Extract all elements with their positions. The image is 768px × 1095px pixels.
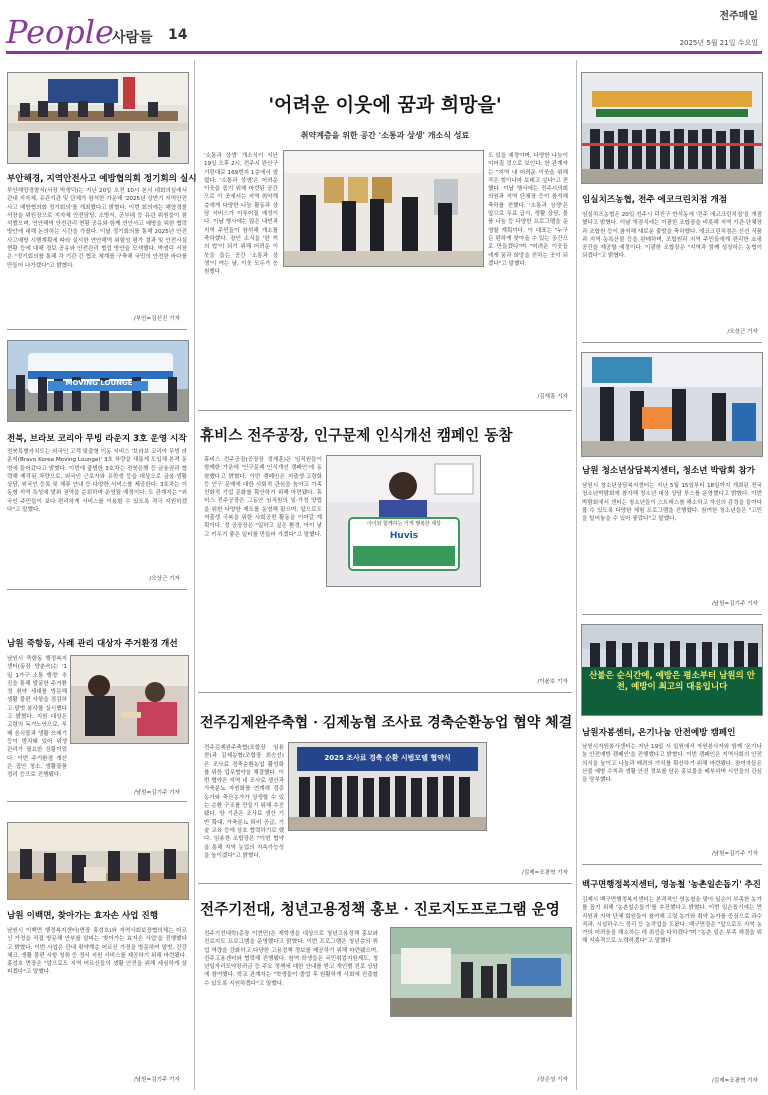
story-body-continued bbox=[390, 1020, 570, 1072]
story-byline: /남원=김기주 기자 bbox=[711, 601, 758, 607]
story-body-continued bbox=[489, 744, 571, 876]
story-body-right: 도 있을 예정이며, 다양한 나눔이 이어질 것으로 보인다. 한 관계자는 "지역 내 어려운 이웃을 위해 작은 힘이나마 보태고 싶다"고 전했다. 이날 행사에는 전주시의회 의원과 지역 단체장 등이 참석해 축하를 전했다. '소통과 상생'은 앞으로 무료 급식, 생활 상담, 물품 나눔 등 다양한 프로그램을 운영할 계획이다. 이 대표는 "누구든 편하게 찾아올 수 있는 공간으로 만들겠다"며 "어려운 이웃들에게 꿈과 희망을 전하는 곳이 되겠다"고 말했다. bbox=[488, 153, 568, 267]
campaign-banner: 산불은 순식간에, 예방은 평소부터 남원의 안전, 예방이 최고의 대응입니다 bbox=[589, 671, 755, 692]
section-title-en: People bbox=[6, 13, 114, 51]
story-title: 남원 청소년상담복지센터, 청소년 박람회 참가 bbox=[582, 466, 755, 476]
photo-safety-campaign bbox=[581, 624, 763, 716]
story-body: 남원시 청소년상담복지센터는 지난 5월 15일부터 18일까지 개최된 전국청소년박람회에 참가해 청소년 대상 상담 부스를 운영했다고 밝혔다. 이번 박람회에서 센터는 청소년들이 스트레스를 해소하고 자신의 감정을 들여다볼 수 있도록 다양한 체험 프로그램을 진행했다. 참여한 청소년들은 "고민을 털어놓을 수 있어 좋았다"고 말했다. bbox=[582, 483, 762, 523]
paper-name: 전주매일 bbox=[719, 11, 758, 22]
story-title: 남원 이백면, 찾아가는 효자손 사업 진행 bbox=[7, 911, 159, 921]
story-headline: 휴비스 전주공장, 인구문제 인식개선 캠페인 동참 bbox=[200, 427, 513, 444]
story-divider bbox=[7, 801, 187, 802]
story-divider bbox=[198, 692, 572, 693]
story-byline: /부안=김선진 기자 bbox=[133, 316, 180, 322]
story-headline: 전주기전대, 청년고용정책 홍보 · 진로지도프로그램 운영 bbox=[200, 901, 560, 918]
photo-elderly-visit bbox=[7, 822, 189, 900]
header-rule bbox=[6, 51, 762, 54]
photo-huvis-campaign bbox=[326, 455, 481, 587]
photo-store-opening bbox=[581, 72, 763, 184]
story-body: 남원시자원봉사센터는 지난 19일 시 일원에서 자원봉사자와 함께 '온기나눔 안전예방 캠페인'을 진행했다고 밝혔다. 이번 캠페인은 지역사회의 안전의식을 높이고 나눔과 배려의 가치를 확산하기 위해 마련됐다. 참여자들은 산불 예방 수칙과 생활 안전 정보를 담은 홍보물을 배부하며 시민들의 관심을 당부했다. bbox=[582, 744, 762, 784]
story-body: 전주기전대학(총장 이현민)은 재학생을 대상으로 청년고용정책 홍보와 진로지도 프로그램을 운영했다고 밝혔다. 이번 프로그램은 청년층의 취업 역량을 강화하고 다양한 고용정책 정보를 제공하기 위해 마련됐으며, 전주고용센터와 협력해 진행됐다. 참여 학생들은 국민취업지원제도, 청년일자리도약장려금 등 주요 정책에 대한 안내를 받고 개인별 진로 상담에 참여했다. 학교 관계자는 "학생들이 졸업 후 원활하게 사회에 진출할 수 있도록 지원하겠다"고 말했다. bbox=[204, 931, 378, 987]
column-divider bbox=[194, 60, 195, 1090]
sign-text: 아이와 함께하는 가게 행복한 세상 bbox=[367, 521, 441, 527]
brand-logo: Huvis bbox=[389, 531, 419, 541]
section-title-ko: 사람들 bbox=[112, 30, 153, 46]
story-divider bbox=[7, 589, 187, 590]
story-byline: /장은성 기자 bbox=[537, 1077, 568, 1083]
story-byline: /김제=조광혁 기자 bbox=[711, 1078, 758, 1084]
story-divider bbox=[582, 614, 762, 615]
story-title: 전북, 브라보 코리아 무빙 라운지 3호 운영 시작 bbox=[7, 434, 187, 444]
story-title: 임실치즈농협, 전주 에코크린치점 개점 bbox=[582, 195, 728, 205]
page-header bbox=[0, 0, 768, 58]
story-title: 백구면행정복지센터, 영농철 '농촌일손돕기' 추진 bbox=[582, 879, 761, 889]
page-number: 14 bbox=[168, 27, 188, 43]
story-title: 남원 죽항동, 사례 관리 대상자 주거환경 개선 bbox=[7, 639, 178, 649]
story-body: 김제시 백구면행정복지센터는 본격적인 영농철을 맞아 일손이 부족한 농가를 돕기 위해 '농촌일손돕기'를 추진했다고 밝혔다. 이번 일손돕기에는 면 직원과 지역 단체 회원들이 참여해 고령 농가와 취약 농가를 중심으로 과수 적과, 시설하우스 정리 등 농작업을 도왔다. 백구면장은 "앞으로도 지역 농가의 어려움을 해소하는 데 최선을 다하겠다"며 "농촌 일손 부족 해결을 위해 지속적으로 노력하겠다"고 말했다. bbox=[582, 897, 762, 945]
story-byline: /이윤호 기자 bbox=[537, 679, 568, 685]
story-byline: /남원=김기주 기자 bbox=[133, 1077, 180, 1083]
photo-welfare-visit bbox=[70, 655, 189, 744]
photo-opening-ceremony bbox=[283, 150, 484, 267]
story-divider bbox=[582, 864, 762, 865]
story-divider bbox=[582, 342, 762, 343]
story-byline: /남원=김기주 기자 bbox=[133, 790, 180, 796]
story-body: 휴비스 전주공장(공장장 정재훈)은 임직원들이 함께한 가운데 '인구문제 인식개선 캠페인'에 동참했다고 밝혔다. 이번 캠페인은 저출생·고령화 등 인구 문제에 대한 사회적 관심을 높이고 가족친화적 기업 문화를 확산하기 위해 마련됐다. 휴비스 전주공장은 그동안 임직원의 일·가정 양립을 위한 다양한 제도를 운영해 왔으며, 앞으로도 저출생 극복을 위한 사회공헌 활동을 이어갈 계획이다. 정 공장장은 "일하고 싶은 환경, 아이 낳고 키우기 좋은 일터를 만들어 가겠다"고 말했다. bbox=[204, 457, 322, 538]
story-divider bbox=[198, 410, 572, 411]
column-divider bbox=[576, 60, 577, 1090]
story-body: 전주김제완주축협(조합장 임용찬)과 김제농협(조합장 최승선)은 조사료 경축순환농업 활성화를 위한 업무협약을 체결했다. 이번 협약은 지역 내 조사료 생산과 가축분뇨 자원화를 연계해 경종농가와 축산농가가 상생할 수 있는 순환 구조를 만들기 위해 추진됐다. 양 기관은 조사료 생산 기반 확대, 가축분뇨 퇴비 공급, 기술 교육 등에 상호 협력하기로 했다. 임용찬 조합장은 "이번 협약을 통해 지역 농업의 지속가능성을 높이겠다"고 밝혔다. bbox=[204, 745, 284, 859]
photo-mou-signing bbox=[288, 742, 487, 831]
photo-moving-lounge bbox=[7, 340, 189, 422]
story-body: 전북특별자치도는 외국인 고객 맞춤형 이동 서비스 '브라보 코리아 무빙 라운지(Bravo Korea Moving Lounge)' 3호 차량을 새롭게 도입해 본격 운영에 들어갔다고 밝혔다. 이번에 출범한 3호차는 전북은행 등 금융권과 협력해 제작된 차량으로, 외국인 근로자와 유학생 등을 대상으로 금융·생활 상담, 외국인 등록 및 체류 안내 등 다양한 서비스를 제공한다. 3호차는 이동형 지역 특성에 맞춰 권역을 순회하며 운영될 예정이다. 도 관계자는 "외국인 주민들이 보다 편리하게 서비스를 이용할 수 있도록 적극 지원하겠다"고 말했다. bbox=[7, 449, 187, 514]
story-byline: /오상근 기자 bbox=[149, 576, 180, 582]
story-body-left: '소통과 상생' 개소식이 지난 19일 오후 2시, 전주시 완산구 기린대로 169번지 1층에서 열렸다. '소통과 상생'은 어려운 이웃을 돕기 위해 마련된 공간으로 이 곳에서는 지역 취약계층에게 다양한 나눔 활동과 상담 서비스가 이루어질 예정이다. 이날 행사에는 많은 내빈과 지역 주민들이 참석해 개소를 축하했다. 장인 소식을 '한 끼의 밥'이 되기 위해 어려운 이웃을 돕는 공간 '소통과 상생'이 여는 날, 이웃 모두가 응원했다. bbox=[204, 153, 278, 276]
story-body: 부안해양경찰서(서장 박생덕)는 지난 20일 오전 10시 본서 대회의실에서 관내 지자체, 유관기관 및 단체가 참석한 가운데 '2025년 상반기 지역안전사고 예방협의회 정기회의'를 개최했다고 밝혔다. 이번 회의에는 해양경찰서장을 위원장으로 지자체 안전담당, 소방서, 군부대 등 유관 위원들이 참석했으며, 연안해역 안전관리 현황 공유와 함께 연안사고 예방을 위한 협력 방안에 대해 논의하는 시간을 가졌다. 이날 정기회의를 통해 2025년 안전사고예방 시행계획에 따라 실시한 연안해역 위험성 평가 결과 및 안전시설 현황 등에 대해 정보 공유와 안전관리 협업 방안을 모색했다. 박생덕 서장은 "정기회의를 통해 각 기관 간 협조 체계를 구축해 국민의 안전한 바다를 만들어 나가겠다"고 밝혔다. bbox=[7, 188, 187, 269]
story-byline: /오상근 기자 bbox=[727, 329, 758, 335]
story-divider bbox=[198, 883, 572, 884]
issue-date: 2025년 5월 21일 수요일 bbox=[679, 39, 758, 47]
story-divider bbox=[7, 329, 187, 330]
photo-youth-fair bbox=[581, 352, 763, 457]
photo-meeting bbox=[7, 72, 189, 164]
story-byline: /김제=조광혁 기자 bbox=[521, 870, 568, 876]
story-headline: '어려운 이웃에 꿈과 희망을' bbox=[268, 94, 502, 116]
photo-career-program bbox=[390, 927, 572, 1017]
story-byline: /김재흥 기자 bbox=[537, 394, 568, 400]
story-body: 남원시 이백면 행정복지센터(면장 홍성호)와 지역사회보장협의체는 어르신 가정을 직접 방문해 안부를 살피는 '찾아가는 효자손 사업'을 진행했다고 밝혔다. 이번 사업은 관내 취약계층 어르신 가정을 방문하여 말벗, 건강 체크, 생활 불편 사항 청취 등 정서 지원 서비스를 제공하기 위해 마련됐다. 홍성호 면장은 "앞으로도 지역 어르신들의 생활 안전을 위해 세심하게 살피겠다"고 말했다. bbox=[7, 928, 187, 976]
story-title: 부안해경, 지역안전사고 예방협의회 정기회의 실시 bbox=[7, 174, 197, 184]
story-body: 임실치즈농협은 20일 전주시 덕진구 반석동에 '전주 에코크린치점'을 개점했다고 밝혔다. 이날 개점식에는 이광한 조합장을 비롯해 지역 기관·단체장과 조합원 등이 참석해 새로운 출발을 축하했다. 에코크린치점은 신선 식품과 지역 농특산물 등을 판매하며, 조합원과 지역 주민들에게 편리한 쇼핑 공간을 제공할 예정이다. 이광한 조합장은 "지역과 함께 성장하는 농협이 되겠다"고 밝혔다. bbox=[582, 212, 762, 260]
banner-text: MOVING LOUNGE bbox=[65, 379, 133, 387]
ceremony-banner: 2025 조사료 경축 순환 시범모델 협약식 bbox=[324, 754, 451, 762]
story-body-continued bbox=[483, 456, 571, 686]
story-headline: 전주김제완주축협 · 김제농협 조사료 경축순환농업 협약 체결 bbox=[200, 715, 573, 731]
story-title: 남원자봉센터, 온기나눔 안전예방 캠페인 bbox=[582, 728, 736, 738]
story-subhead: 취약계층을 위한 공간 '소통과 상생' 개소식 성료 bbox=[300, 131, 470, 140]
story-byline: /남원=김기주 기자 bbox=[711, 851, 758, 857]
story-body: 남원시 죽항동 행정복지센터(동장 양춘숙)는 '1일 1가구 소통 행정' 추진을 통해 발굴한 주거환경 취약 세대를 방문해 생활 불편 사항을 점검하고 말벗 봉사를 실시했다고 밝혔다. 지원 대상은 고령의 독거노인으로, 부패 음식물과 생활 쓰레기 등이 방치돼 있어 위생 관리가 필요한 상황이었다. 이번 주거환경 개선은 집안 청소, 생활물품 정리 등으로 진행됐다. bbox=[7, 656, 67, 779]
